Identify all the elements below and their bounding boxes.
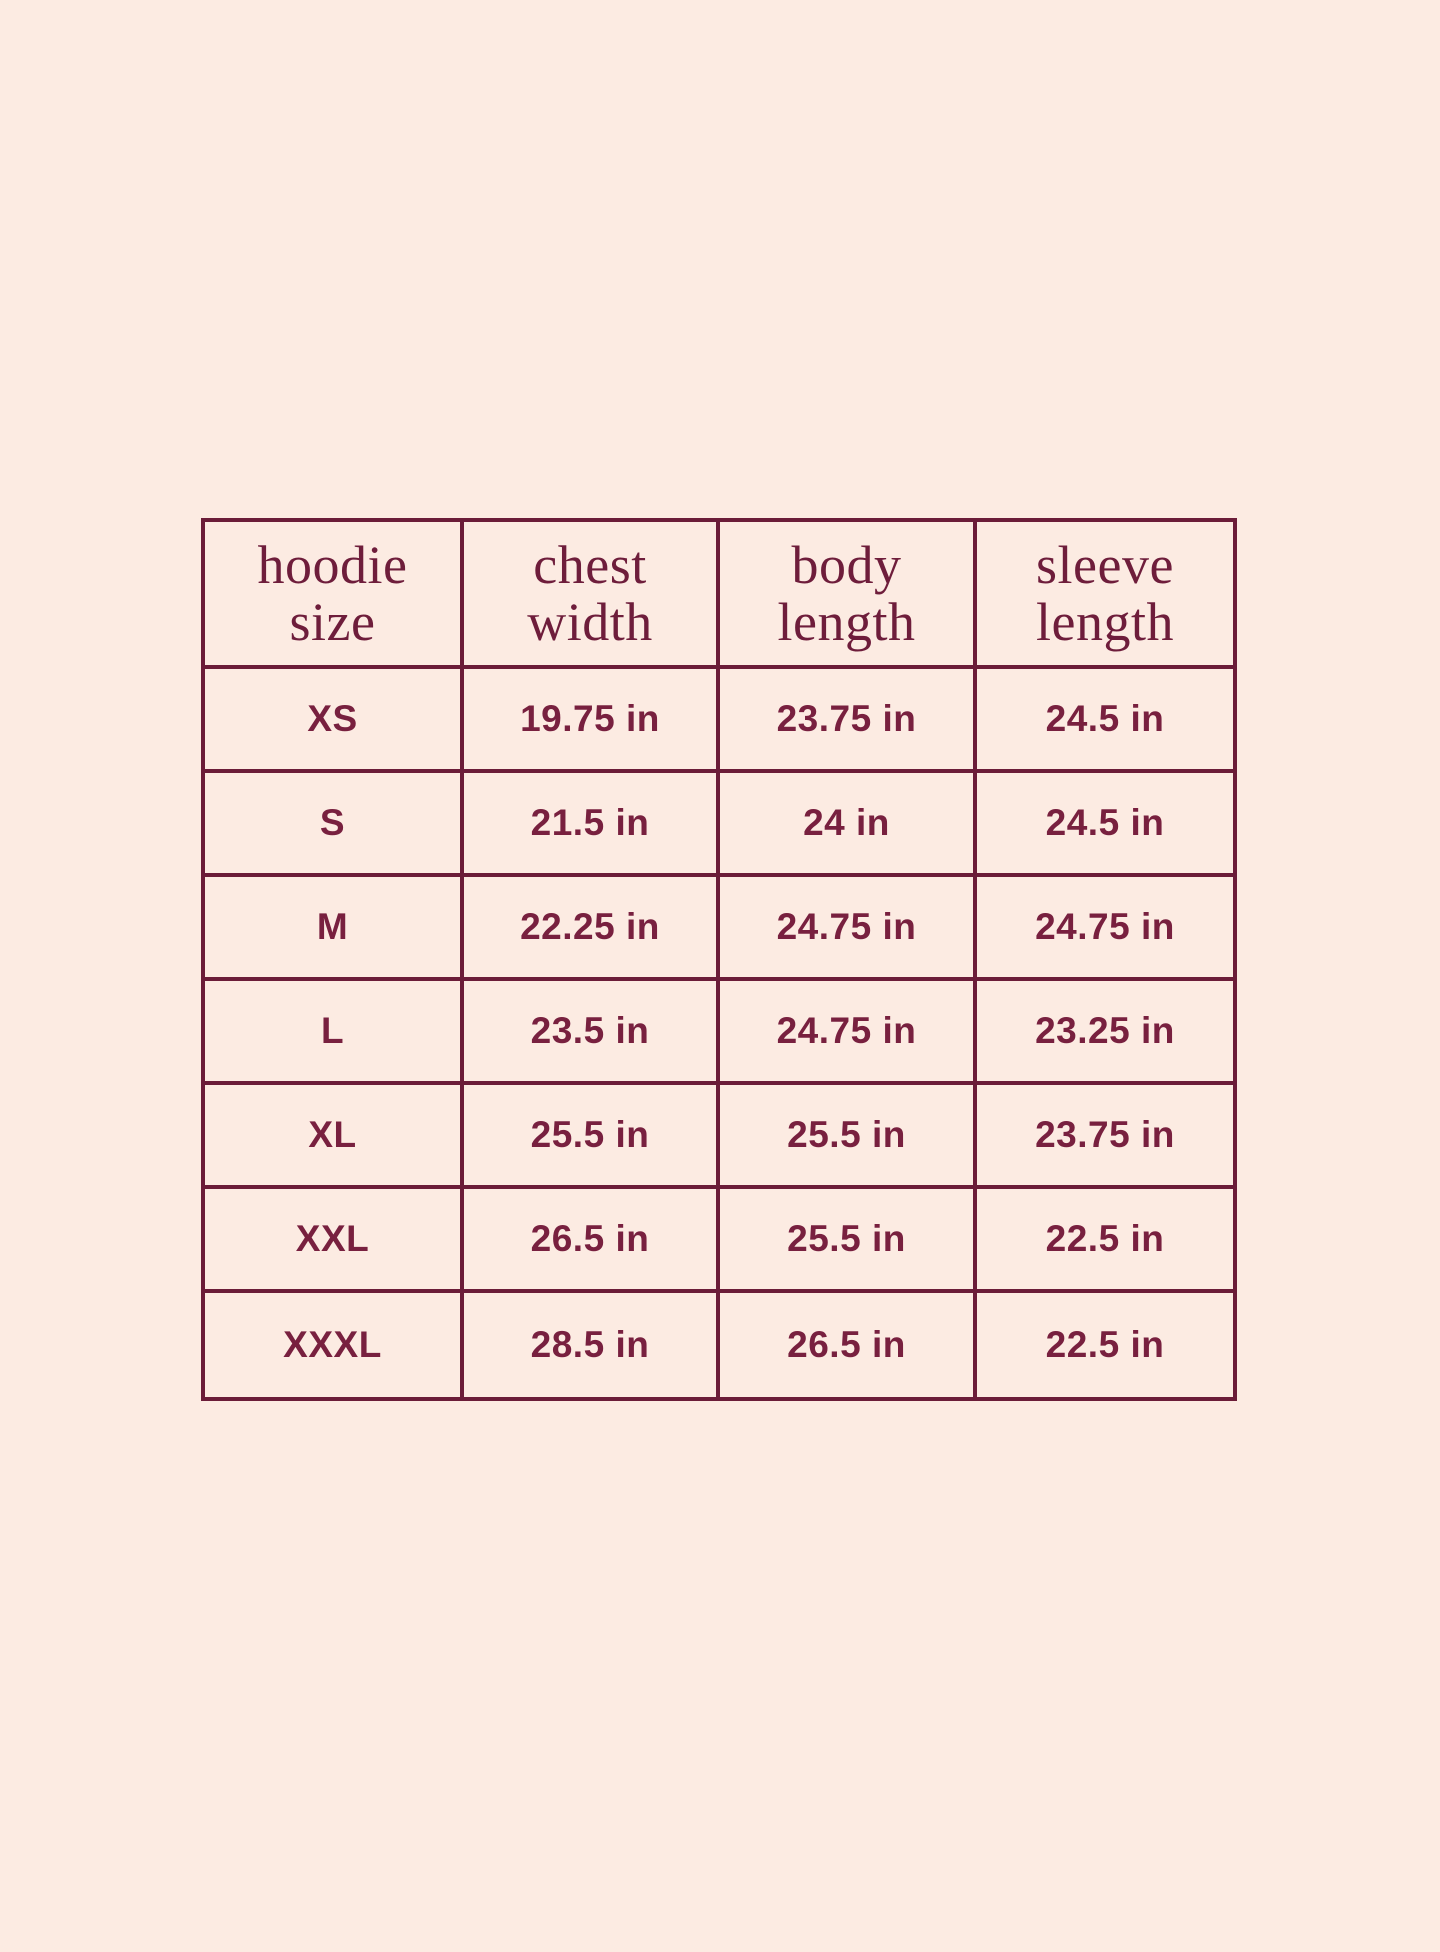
row-s-chest: 21.5 in (464, 773, 720, 877)
header-line: chest (533, 535, 647, 596)
row-xxxl-body: 26.5 in (720, 1293, 977, 1397)
header-chest-width (464, 522, 720, 669)
row-xs-sleeve: 24.5 in (977, 669, 1233, 773)
row-xl-chest: 25.5 in (464, 1085, 720, 1189)
header-line: size (289, 591, 376, 652)
header-body-length (720, 522, 977, 669)
size-chart-table (201, 518, 1237, 1401)
row-xs-body: 23.75 in (720, 669, 977, 773)
row-s-sleeve: 24.5 in (977, 773, 1233, 877)
row-s-body: 24 in (720, 773, 977, 877)
row-xxl-sleeve: 22.5 in (977, 1189, 1233, 1293)
header-line: body (791, 535, 902, 596)
row-xs-chest: 19.75 in (464, 669, 720, 773)
row-xl-size: XL (205, 1085, 464, 1189)
header-sleeve-length (977, 522, 1233, 669)
header-line: length (777, 591, 916, 652)
row-m-size: M (205, 877, 464, 981)
row-xxl-size: XXL (205, 1189, 464, 1293)
header-line: hoodie (257, 535, 408, 596)
row-xl-body: 25.5 in (720, 1085, 977, 1189)
row-m-chest: 22.25 in (464, 877, 720, 981)
row-l-body: 24.75 in (720, 981, 977, 1085)
row-l-sleeve: 23.25 in (977, 981, 1233, 1085)
row-xxxl-sleeve: 22.5 in (1045, 1324, 1165, 1365)
row-xxxl-chest: 28.5 in (464, 1293, 720, 1397)
row-xxl-body: 25.5 in (720, 1189, 977, 1293)
row-l-chest: 23.5 in (464, 981, 720, 1085)
row-xl-sleeve: 23.75 in (977, 1085, 1233, 1189)
row-m-body: 24.75 in (720, 877, 977, 981)
row-s-size: S (205, 773, 464, 877)
header-line: sleeve (1036, 535, 1174, 596)
row-l-size: L (205, 981, 464, 1085)
row-xs-size: XS (205, 669, 464, 773)
header-line: length (1036, 591, 1174, 652)
header-line: width (527, 591, 653, 652)
header-hoodie-size (205, 522, 464, 669)
row-m-sleeve: 24.75 in (977, 877, 1233, 981)
row-xxl-chest: 26.5 in (464, 1189, 720, 1293)
row-xxxl-size: XXXL (205, 1293, 464, 1397)
